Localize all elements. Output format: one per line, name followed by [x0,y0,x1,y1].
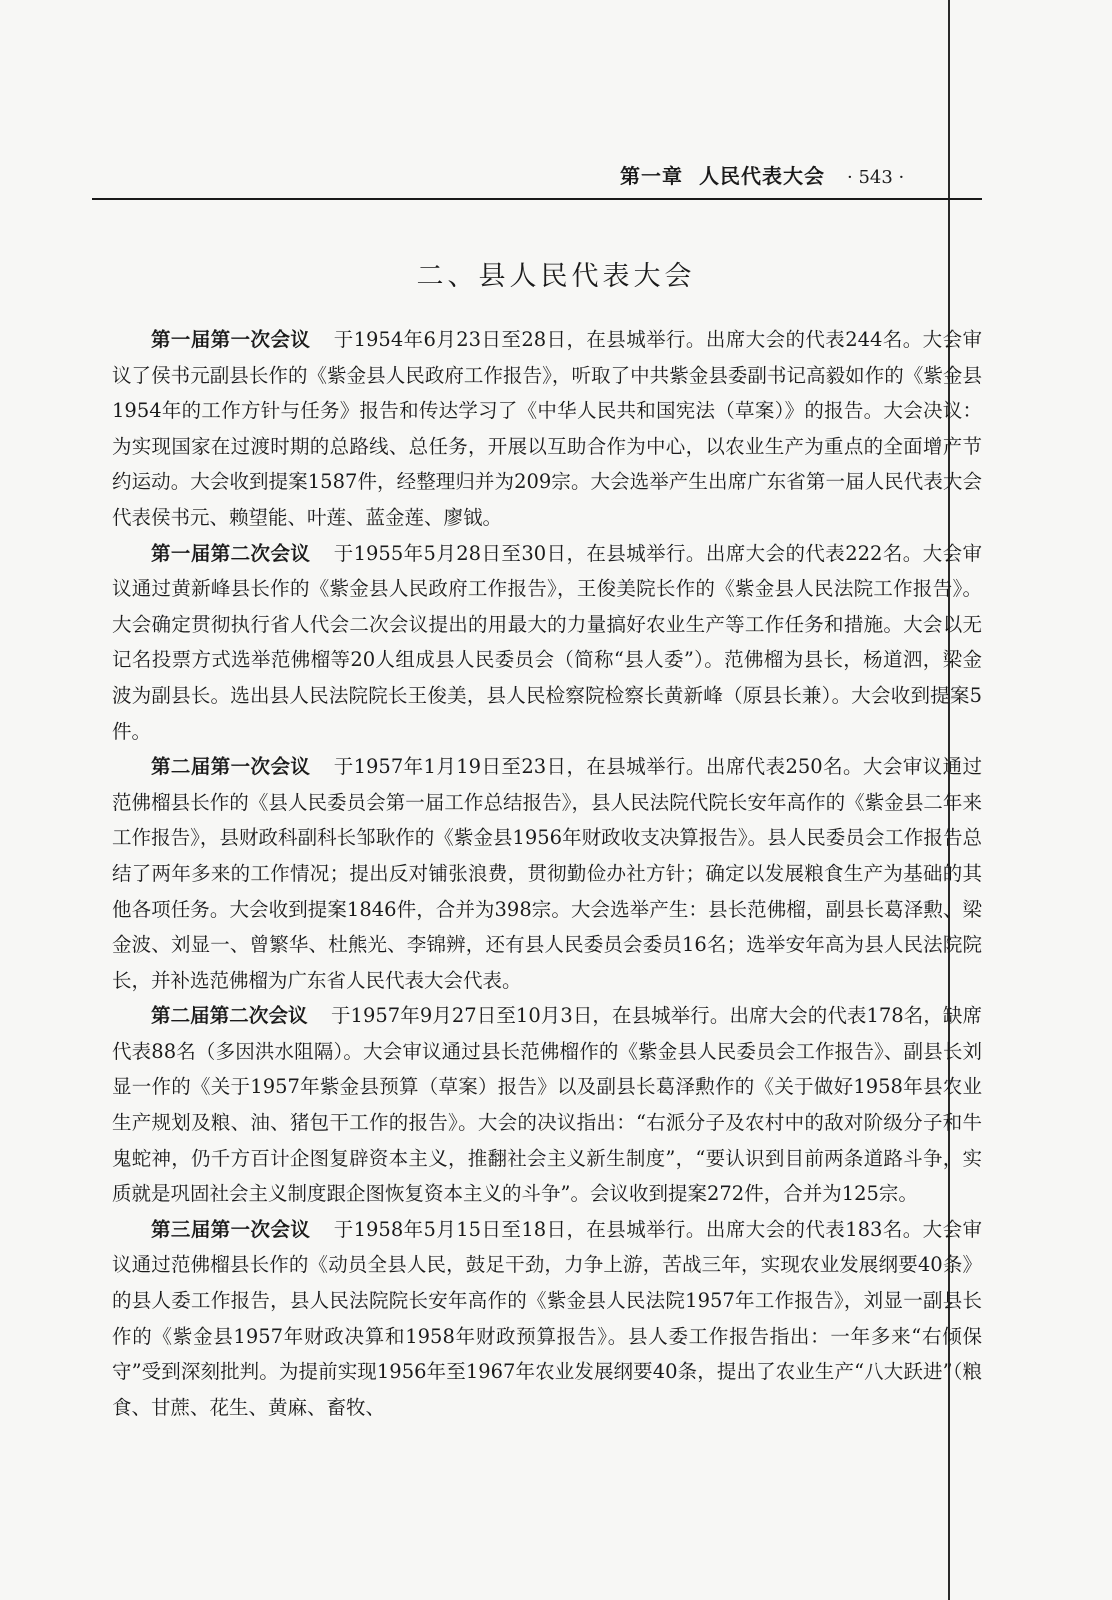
body-text [112,322,982,1425]
paragraph-session-1-2 [112,536,982,750]
paragraph-text: 于1957年1月19日至23日，在县城举行。出席代表250名。大会审议通过范佛榴县长作的《县人民委员会第一届工作总结报告》，县人民法院代院长安年高作的《紫金县二年来工作报告》，县财政科副科长邹耿作的《紫金县1956年财政收支决算报告》。县人民委员会工作报告总结了两年多来的工作情况；提出反对铺张浪费，贯彻勤俭办社方针；确定以发展粮食生产为基础的其他各项任务。大会收到提案1846件，合并为398宗。大会选举产生：县长范佛榴，副县长葛泽勲、梁金波、刘显一、曾繁华、杜熊光、李锦辨，还有县人民委员会委员16名；选举安年高为县人民法院院长，并补选范佛榴为广东省人民代表大会代表。 [112,755,982,992]
paragraph-text: 于1957年9月27日至10月3日，在县城举行。出席大会的代表178名，缺席代表88名（多因洪水阻隔）。大会审议通过县长范佛榴作的《紫金县人民委员会工作报告》、副县长刘显一作的《关于1957年紫金县预算（草案）报告》以及副县长葛泽勲作的《关于做好1958年县农业生产规划及粮、油、猪包干工作的报告》。大会的决议指出：“右派分子及农村中的敌对阶级分子和牛鬼蛇神，仍千方百计企图复辟资本主义，推翻社会主义新生制度”，“要认识到目前两条道路斗争，实质就是巩固社会主义制度跟企图恢复资本主义的斗争”。会议收到提案272件，合并为125宗。 [112,1004,982,1206]
paragraph-text: 于1954年6月23日至28日，在县城举行。出席大会的代表244名。大会审议了侯书元副县长作的《紫金县人民政府工作报告》，听取了中共紫金县委副书记高毅如作的《紫金县1954年的工作方针与任务》报告和传达学习了《中华人民共和国宪法（草案）》的报告。大会决议：为实现国家在过渡时期的总路线、总任务，开展以互助合作为中心，以农业生产为重点的全面增产节约运动。大会收到提案1587件，经整理归并为209宗。大会选举产生出席广东省第一届人民代表大会代表侯书元、赖望能、叶莲、蓝金莲、廖钺。 [112,328,982,529]
running-head [620,160,980,190]
running-head-title: 人民代表大会 [699,164,825,188]
paragraph-session-1-1 [112,322,982,536]
session-heading: 第三届第一次会议 [151,1217,311,1241]
paragraph-text: 于1955年5月28日至30日，在县城举行。出席大会的代表222名。大会审议通过黄新峰县长作的《紫金县人民政府工作报告》，王俊美院长作的《紫金县人民法院工作报告》。大会确定贯彻执行省人代会二次会议提出的用最大的力量搞好农业生产等工作任务和措施。大会以无记名投票方式选举范佛榴等20人组成县人民委员会（简称“县人委”）。范佛榴为县长，杨道泗，梁金波为副县长。选出县人民法院院长王俊美，县人民检察院检察长黄新峰（原县长兼）。大会收到提案5件。 [112,541,982,743]
paragraph-text: 于1958年5月15日至18日，在县城举行。出席大会的代表183名。大会审议通过范佛榴县长作的《动员全县人民，鼓足干劲，力争上游，苦战三年，实现农业发展纲要40条》的县人委工作报告，县人民法院院长安年高作的《紫金县人民法院1957年工作报告》，刘显一副县长作的《紫金县1957年财政决算和1958年财政预算报告》。县人委工作报告指出：一年多来“右倾保守”受到深刻批判。为提前实现1956年至1967年农业发展纲要40条，提出了农业生产“八大跃进”（粮食、甘蔗、花生、黄麻、畜牧、 [112,1217,982,1419]
header-rule [92,198,982,200]
paragraph-session-2-1 [112,749,982,998]
running-head-chapter: 第一章 [620,164,683,188]
session-heading: 第二届第二次会议 [151,1004,308,1028]
section-title: 二、县人民代表大会 [416,261,696,292]
page-number: · 543 · [847,167,905,188]
session-heading: 第二届第一次会议 [151,755,311,779]
session-heading: 第一届第二次会议 [151,541,311,565]
session-heading: 第一届第一次会议 [151,328,311,351]
paragraph-session-2-2 [112,998,982,1212]
paragraph-session-3-1 [112,1212,982,1426]
